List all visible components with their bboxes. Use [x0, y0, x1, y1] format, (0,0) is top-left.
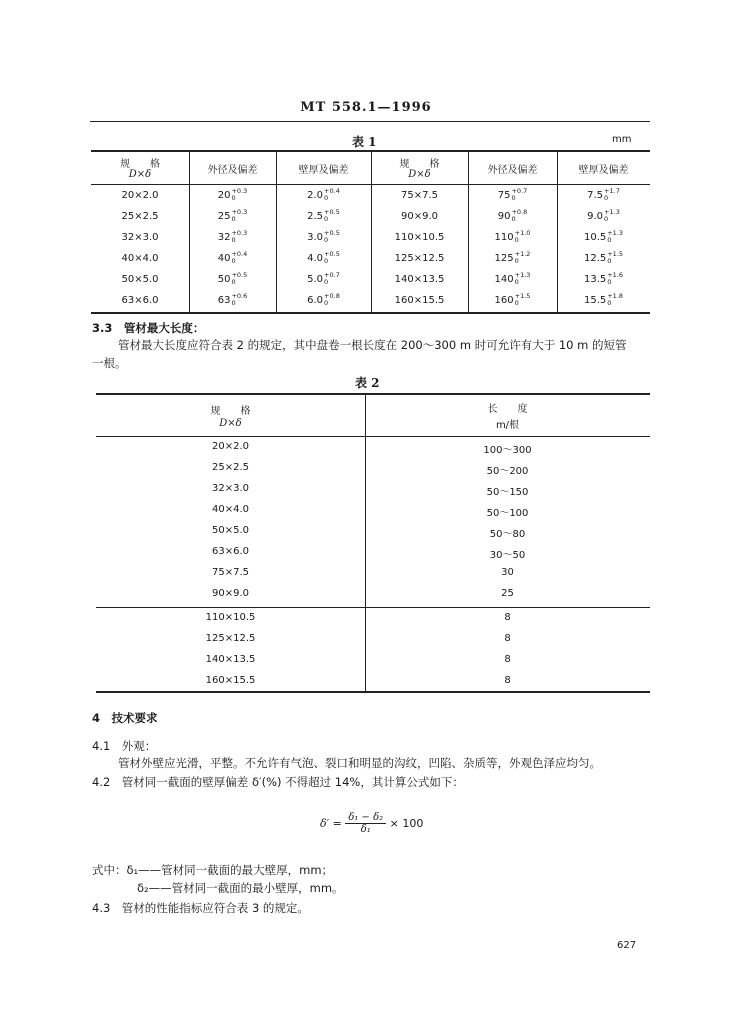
upper-tolerance: +0.3	[231, 229, 248, 237]
lower-tolerance: 0	[231, 278, 236, 286]
nominal-value: 5.0	[307, 274, 324, 285]
where-line-1: 式中：δ₁——管材同一截面的最大壁厚，mm；	[92, 863, 334, 877]
t1-header-dxd-right: D×δ	[408, 169, 431, 180]
t1-header-od-left: 外径及偏差	[207, 165, 258, 176]
t1-spec-right: 125×12.5	[394, 253, 445, 264]
upper-tolerance: +0.3	[231, 208, 248, 216]
lower-tolerance: 0	[231, 236, 236, 244]
lower-tolerance: 0	[604, 194, 609, 202]
t2-spec-cell: 125×12.5	[205, 633, 256, 644]
t2-length-cell: 30	[501, 567, 514, 578]
lower-tolerance: 0	[514, 278, 519, 286]
t1-spec-left: 32×3.0	[121, 232, 159, 243]
table2-caption: 表 2	[355, 376, 380, 390]
t1-spec-left: 63×6.0	[121, 295, 159, 306]
upper-tolerance: +0.5	[231, 271, 248, 279]
t2-spec-cell: 32×3.0	[211, 483, 249, 494]
upper-tolerance: +1.5	[607, 250, 624, 258]
section-4-1-body: 管材外壁应光滑，平整。不允许有气泡、裂口和明显的沟纹，凹陷、杂质等，外观色泽应均匀。	[118, 756, 601, 770]
formula-rhs: × 100	[389, 817, 424, 830]
section-4-2-text: 4.2 管材同一截面的壁厚偏差 δ′(%) 不得超过 14%，其计算公式如下：	[92, 775, 464, 789]
nominal-value: 25	[217, 211, 231, 222]
upper-tolerance: +0.4	[324, 187, 340, 195]
upper-tolerance: +0.6	[231, 292, 248, 300]
lower-tolerance: 0	[607, 257, 612, 265]
t1-header-spec-right: 规 格	[399, 159, 440, 170]
thickness-formula	[320, 812, 423, 835]
t2-length-cell: 8	[504, 633, 511, 644]
formula-lhs: δ′ =	[320, 817, 342, 830]
upper-tolerance: +1.5	[514, 292, 531, 300]
section-4-title: 4 技术要求	[92, 711, 158, 725]
upper-tolerance: +1.7	[604, 187, 620, 195]
t2-header-dxd: D×δ	[219, 418, 242, 429]
nominal-value: 40	[217, 253, 231, 264]
t1-spec-right: 75×7.5	[400, 190, 438, 201]
t2-spec-cell: 50×5.0	[211, 525, 249, 536]
t1-header-wt-right: 壁厚及偏差	[578, 165, 629, 176]
upper-tolerance: +0.7	[511, 187, 528, 195]
lower-tolerance: 0	[324, 194, 329, 202]
upper-tolerance: +0.7	[324, 271, 340, 279]
t1-spec-right: 140×13.5	[394, 274, 445, 285]
lower-tolerance: 0	[231, 194, 236, 202]
where-line-2: δ₂——管材同一截面的最小壁厚，mm。	[137, 881, 344, 895]
lower-tolerance: 0	[324, 299, 329, 307]
t1-spec-left: 20×2.0	[121, 190, 159, 201]
nominal-value: 10.5	[583, 232, 607, 243]
lower-tolerance: 0	[514, 257, 519, 265]
t2-length-cell: 50～200	[486, 466, 529, 477]
nominal-value: 2.5	[307, 211, 324, 222]
lower-tolerance: 0	[607, 236, 612, 244]
nominal-value: 90	[497, 211, 511, 222]
t2-spec-cell: 160×15.5	[205, 675, 256, 686]
t1-spec-right: 110×10.5	[394, 232, 445, 243]
table1-caption: 表 1	[352, 135, 377, 149]
nominal-value: 75	[497, 190, 511, 201]
lower-tolerance: 0	[324, 236, 329, 244]
t1-spec-left: 50×5.0	[121, 274, 159, 285]
lower-tolerance: 0	[231, 215, 236, 223]
t2-spec-cell: 40×4.0	[211, 504, 249, 515]
t2-spec-cell: 140×13.5	[205, 654, 256, 665]
upper-tolerance: +1.3	[607, 229, 624, 237]
nominal-value: 9.0	[587, 211, 604, 222]
t2-spec-cell: 90×9.0	[211, 588, 249, 599]
t2-length-cell: 8	[504, 654, 511, 665]
formula-fraction	[345, 812, 386, 835]
lower-tolerance: 0	[514, 299, 519, 307]
t2-length-cell: 8	[504, 612, 511, 623]
t2-length-cell: 50～150	[486, 487, 529, 498]
upper-tolerance: +1.0	[514, 229, 531, 237]
lower-tolerance: 0	[604, 215, 609, 223]
section-3-3-title: 3.3 管材最大长度：	[92, 321, 205, 335]
nominal-value: 32	[217, 232, 231, 243]
nominal-value: 110	[494, 232, 514, 243]
t2-length-cell: 50～100	[486, 508, 529, 519]
t2-header-length: 长 度	[487, 404, 528, 415]
lower-tolerance: 0	[511, 194, 516, 202]
t1-spec-right: 160×15.5	[394, 295, 445, 306]
upper-tolerance: +1.3	[604, 208, 620, 216]
formula-numerator: δ₁ − δ₂	[345, 812, 386, 824]
nominal-value: 63	[217, 295, 231, 306]
lower-tolerance: 0	[231, 299, 236, 307]
nominal-value: 125	[494, 253, 514, 264]
upper-tolerance: +0.3	[231, 187, 248, 195]
standard-header: MT 558.1—1996	[300, 100, 432, 115]
nominal-value: 140	[494, 274, 514, 285]
lower-tolerance: 0	[231, 257, 236, 265]
section-3-3-body-1: 管材最大长度应符合表 2 的规定，其中盘卷一根长度在 200～300 m 时可允许有大于 10 m 的短管	[118, 338, 627, 352]
nominal-value: 12.5	[583, 253, 607, 264]
nominal-value: 4.0	[307, 253, 324, 264]
t2-spec-cell: 63×6.0	[211, 546, 249, 557]
t2-length-cell: 25	[501, 588, 514, 599]
upper-tolerance: +1.3	[514, 271, 531, 279]
t2-header-spec: 规 格	[210, 406, 251, 417]
lower-tolerance: 0	[514, 236, 519, 244]
nominal-value: 13.5	[583, 274, 607, 285]
section-4-1-title: 4.1 外观：	[92, 739, 157, 753]
t2-length-cell: 50～80	[489, 529, 526, 540]
nominal-value: 160	[494, 295, 514, 306]
lower-tolerance: 0	[607, 299, 612, 307]
t2-length-cell: 100～300	[483, 445, 532, 456]
t1-header-od-right: 外径及偏差	[487, 165, 538, 176]
lower-tolerance: 0	[607, 278, 612, 286]
t2-spec-cell: 20×2.0	[211, 441, 249, 452]
nominal-value: 50	[217, 274, 231, 285]
page-number: 627	[617, 940, 637, 951]
nominal-value: 7.5	[587, 190, 604, 201]
t2-header-unit: m/根	[495, 420, 520, 431]
lower-tolerance: 0	[324, 278, 329, 286]
lower-tolerance: 0	[324, 257, 329, 265]
upper-tolerance: +0.5	[324, 250, 340, 258]
upper-tolerance: +0.5	[324, 208, 340, 216]
upper-tolerance: +1.8	[607, 292, 624, 300]
upper-tolerance: +0.8	[324, 292, 340, 300]
nominal-value: 20	[217, 190, 231, 201]
section-4-3: 4.3 管材的性能指标应符合表 3 的规定。	[92, 901, 309, 915]
t2-length-cell: 8	[504, 675, 511, 686]
t2-length-cell: 30～50	[489, 550, 526, 561]
t1-header-wt-left: 壁厚及偏差	[298, 165, 349, 176]
upper-tolerance: +1.2	[514, 250, 531, 258]
t2-spec-cell: 75×7.5	[211, 567, 249, 578]
upper-tolerance: +0.4	[231, 250, 248, 258]
upper-tolerance: +1.6	[607, 271, 624, 279]
t1-header-dxd-left: D×δ	[128, 169, 152, 180]
t1-spec-right: 90×9.0	[400, 211, 438, 222]
lower-tolerance: 0	[324, 215, 329, 223]
nominal-value: 15.5	[583, 295, 607, 306]
table1-unit: mm	[612, 134, 632, 145]
t1-header-spec-left: 规 格	[120, 159, 160, 170]
nominal-value: 2.0	[307, 190, 324, 201]
lower-tolerance: 0	[511, 215, 516, 223]
t2-spec-cell: 25×2.5	[211, 462, 249, 473]
nominal-value: 6.0	[307, 295, 324, 306]
upper-tolerance: +0.8	[511, 208, 528, 216]
section-3-3-body-2: 一根。	[92, 356, 127, 370]
t2-spec-cell: 110×10.5	[205, 612, 256, 623]
upper-tolerance: +0.5	[324, 229, 340, 237]
t1-spec-left: 25×2.5	[121, 211, 159, 222]
formula-denominator: δ₁	[360, 824, 371, 835]
t1-spec-left: 40×4.0	[121, 253, 159, 264]
nominal-value: 3.0	[307, 232, 324, 243]
